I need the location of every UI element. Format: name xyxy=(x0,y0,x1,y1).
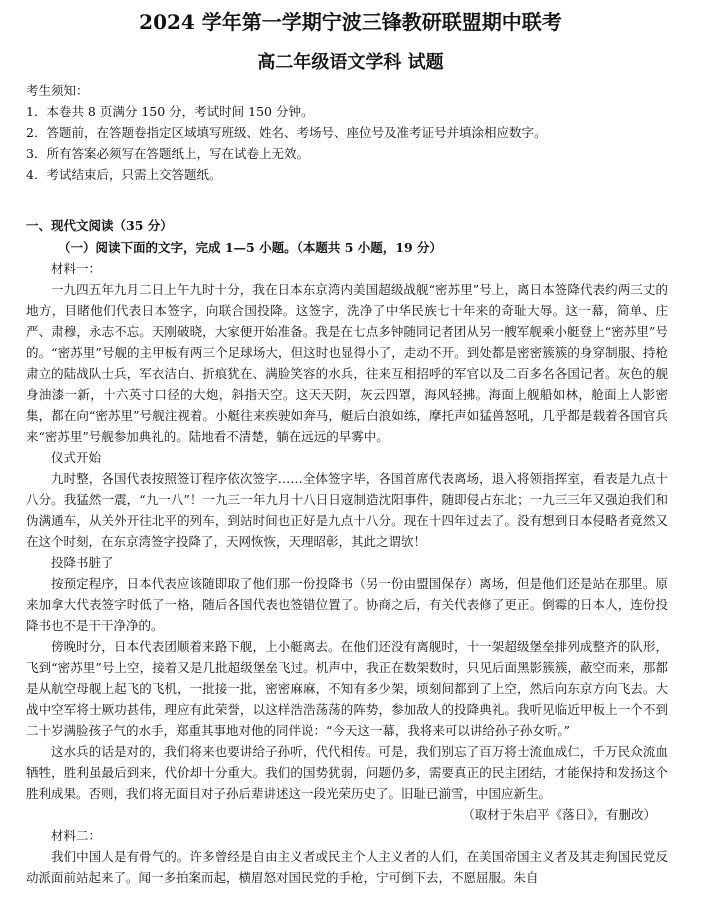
section-subtitle: （一）阅读下面的文字，完成 1—5 小题。（本题共 5 小题，19 分） xyxy=(58,240,442,255)
notice-item: 4．考试结束后，只需上交答题纸。 xyxy=(26,167,222,182)
section-heading: 仪式开始 xyxy=(51,450,102,465)
notice-item: 3．所有答案必须写在答题纸上，写在试卷上无效。 xyxy=(26,146,309,161)
exam-subtitle: 高二年级语文学科 试题 xyxy=(257,52,444,73)
notice-heading: 考生须知： xyxy=(26,83,89,98)
exam-notice xyxy=(26,80,546,185)
material-label: 材料二： xyxy=(51,828,102,843)
notice-item: 1．本卷共 8 页满分 150 分，考试时间 150 分钟。 xyxy=(26,104,314,119)
paragraph: 我们中国人是有骨气的。许多曾经是自由主义者或民主个人主义者的人们，在美国帝国主义者及其走狗国民党反动派面前站起来了。闻一多拍案而起，横眉怒对国民党的手枪，宁可倒下去，不愿屈服。朱自 xyxy=(26,849,668,885)
material-label: 材料一： xyxy=(51,261,102,276)
source-citation: （取材于朱启平《落日》，有删改） xyxy=(462,807,656,822)
exam-title: 2024 学年第一学期宁波三锋教研联盟期中联考 xyxy=(139,10,562,34)
reading-passage xyxy=(26,258,668,888)
section-title: 一、现代文阅读（35 分） xyxy=(26,218,173,233)
paragraph: 傍晚时分，日本代表团顺着来路下舰，上小艇离去。在他们还没有离舰时，十一架超级堡垒排列成整齐的队形，飞到“密苏里”号上空，接着又是几批超级堡垒飞过。机声中，我正在数架数时，只见后面黑影簇簇，蔽空而来，那都是从航空母舰上起飞的飞机，一批接一批，密密麻麻，不知有多少架，顷刻间都到了上空，然后向东京方向飞去。大战中空军将士厥功甚伟，理应有此荣誉，以这样浩浩荡荡的阵势，参加敌人的投降典礼。我听见临近甲板上一个不到二十岁满脸孩子气的水手，郑重其事地对他的同伴说：“今天这一幕，我将来可以讲给孙子孙女听。” xyxy=(26,639,668,738)
section-heading: 投降书脏了 xyxy=(51,555,114,570)
paragraph: 按预定程序，日本代表应该随即取了他们那一份投降书（另一份由盟国保存）离场，但是他们还是站在那里。原来加拿大代表签字时低了一格，随后各国代表也签错位置了。协商之后，有关代表修了更正。倒霉的日本人，连份投降书也不是干干净净的。 xyxy=(26,576,668,633)
paragraph: 一九四五年九月二日上午九时十分，我在日本东京湾内美国超级战舰“密苏里”号上，离日本签降代表约两三丈的地方，目睹他们代表日本签字，向联合国投降。这签字，洗净了中华民族七十年来的奇耻大辱。这一幕，简单、庄严、肃穆，永志不忘。天刚破晓，大家便开始准备。我是在七点多钟随同记者团从另一艘军舰乘小艇登上“密苏里”号的。“密苏里”号舰的主甲板有两三个足球场大，但这时也显得小了，走动不开。到处都是密密簇簇的身穿制服、持枪肃立的陆战队士兵，军衣洁白、折痕犹在、满脸笑容的水兵，往来互相招呼的军官以及二百多名各国记者。灰色的舰身油漆一新，十六英寸口径的大炮，斜指天空。这天天阴，灰云四罩，海风轻拂。海面上舰船如林，舱面上人影密集，都在向“密苏里”号舰注视着。小艇往来疾驶如奔马，艇后白浪如练，摩托声如猛兽怒吼，几乎都是载着各国官兵来“密苏里”号舰参加典礼的。陆地看不清楚，躺在远远的早雾中。 xyxy=(26,282,668,444)
paragraph: 九时整，各国代表按照签订程序依次签字……全体签字毕，各国首席代表离场，退入将领指挥室，看表是九点十八分。我猛然一震，“九一八”！一九三一年九月十八日日寇制造沈阳事件，随即侵占东北；一九三三年又强迫我们和伪满通车，从关外开往北平的列车，到站时间也正好是九点十八分。现在十四年过去了。没有想到日本侵略者竟然又在这个时刻，在东京湾签字投降了，天网恢恢，天理昭彰，其此之谓欤！ xyxy=(26,471,668,549)
notice-item: 2．答题前，在答题卷指定区域填写班级、姓名、考场号、座位号及准考证号并填涂相应数字。 xyxy=(26,125,547,140)
paragraph: 这水兵的话是对的，我们将来也要讲给子孙听，代代相传。可是，我们别忘了百万将士流血成仁，千万民众流血牺牲，胜利虽最后到来，代价却十分重大。我们的国势犹弱，问题仍多，需要真正的民主团结，才能保持和发扬这个胜利成果。否则，我们将无面目对子孙后辈讲述这一段光荣历史了。旧耻已湔雪，中国应新生。 xyxy=(26,744,668,801)
